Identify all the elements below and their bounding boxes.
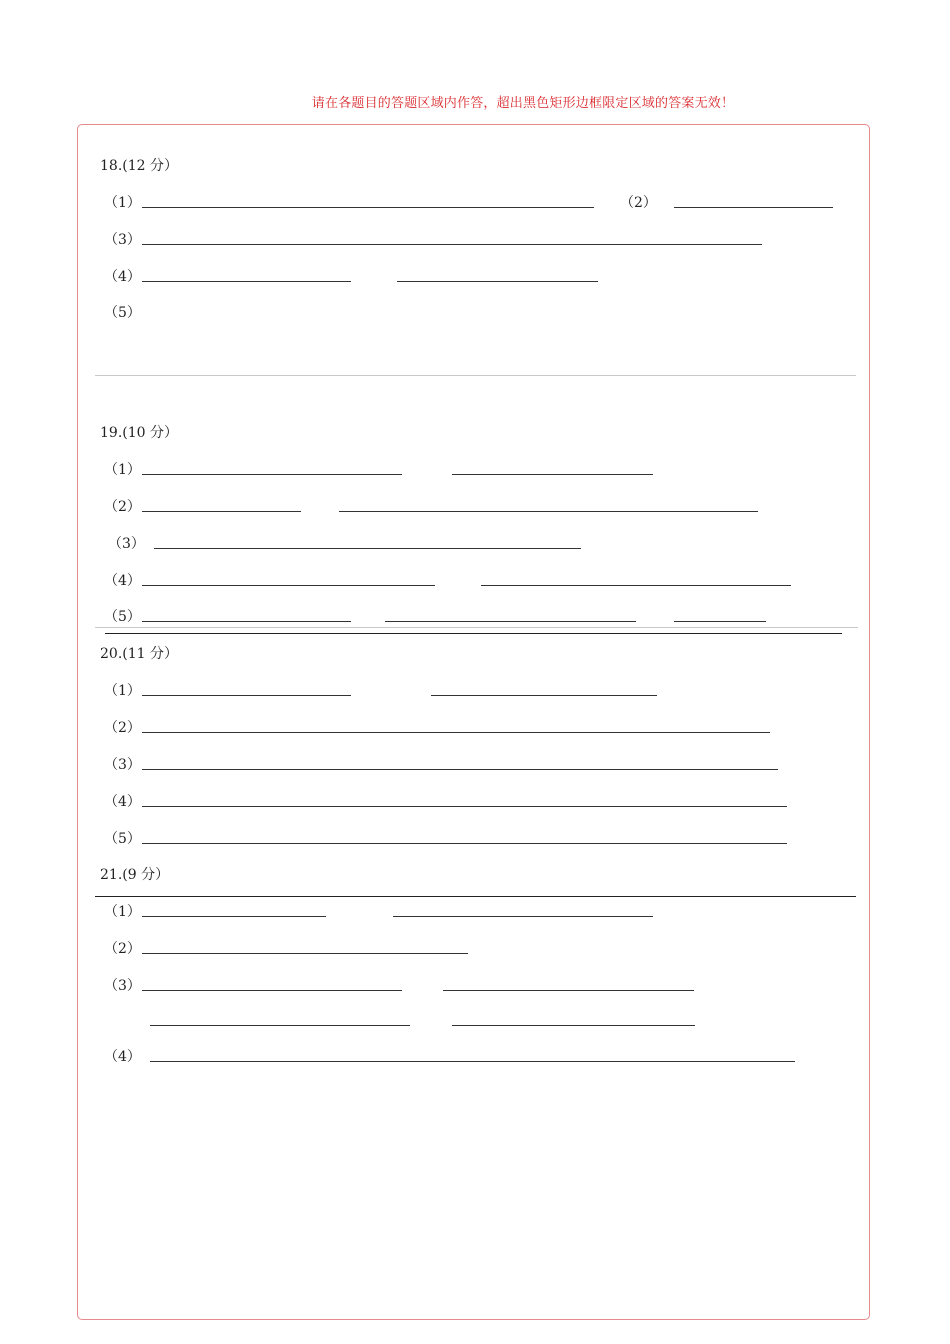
q21-title: 21.(9 分） [100, 867, 170, 883]
q19-answer-2b[interactable] [339, 511, 758, 512]
q18-label-4: （4） [104, 269, 141, 285]
q20-label-4: （4） [104, 794, 141, 810]
q21-answer-3b[interactable] [443, 990, 694, 991]
q21-answer-3a[interactable] [142, 990, 402, 991]
answer-area-notice: 请在各题目的答题区域内作答，超出黑色矩形边框限定区域的答案无效！ [311, 96, 735, 111]
q20-label-5: （5） [104, 831, 141, 847]
q20-label-1: （1） [104, 683, 141, 699]
q19-answer-5b[interactable] [385, 621, 636, 622]
q21-answer-1a[interactable] [142, 916, 326, 917]
q18-answer-4b[interactable] [397, 281, 598, 282]
q18-answer-1[interactable] [142, 207, 594, 208]
q21-label-4: （4） [104, 1049, 141, 1065]
q21-divider [95, 896, 856, 897]
q19-divider-dark [105, 633, 842, 634]
q19-answer-4b[interactable] [481, 585, 791, 586]
q21-answer-2[interactable] [142, 953, 468, 954]
q19-label-1: （1） [104, 462, 141, 478]
q18-label-5: （5） [104, 305, 141, 321]
q18-label-2: （2） [620, 195, 657, 211]
q19-title: 19.(10 分） [100, 425, 178, 441]
q19-answer-1a[interactable] [142, 474, 402, 475]
q20-answer-3[interactable] [142, 769, 778, 770]
q21-label-3: （3） [104, 978, 141, 994]
q18-answer-4a[interactable] [142, 281, 351, 282]
q19-answer-2a[interactable] [142, 511, 301, 512]
q20-title: 20.(11 分） [100, 646, 178, 662]
q18-title: 18.(12 分） [100, 158, 178, 174]
answer-frame [77, 124, 870, 1320]
q21-answer-4[interactable] [150, 1061, 795, 1062]
q19-answer-4a[interactable] [142, 585, 435, 586]
q20-answer-1b[interactable] [431, 695, 657, 696]
q20-label-3: （3） [104, 757, 141, 773]
q19-label-2: （2） [104, 499, 141, 515]
q19-label-4: （4） [104, 573, 141, 589]
q20-label-2: （2） [104, 720, 141, 736]
q18-answer-3[interactable] [142, 244, 762, 245]
q18-label-1: （1） [104, 195, 141, 211]
q21-answer-3d[interactable] [452, 1025, 695, 1026]
q19-label-3: （3） [108, 536, 145, 552]
q19-label-5: （5） [104, 609, 141, 625]
q19-answer-3[interactable] [154, 548, 581, 549]
q19-answer-1b[interactable] [452, 474, 653, 475]
q19-answer-5a[interactable] [142, 621, 351, 622]
q18-divider [95, 375, 856, 376]
q20-answer-5[interactable] [142, 843, 787, 844]
q20-answer-2[interactable] [142, 732, 770, 733]
q19-divider-light [95, 627, 858, 628]
q21-answer-3c[interactable] [150, 1025, 410, 1026]
q20-answer-1a[interactable] [142, 695, 351, 696]
q18-answer-2[interactable] [674, 207, 833, 208]
q18-label-3: （3） [104, 232, 141, 248]
q21-label-2: （2） [104, 941, 141, 957]
q21-answer-1b[interactable] [393, 916, 653, 917]
q21-label-1: （1） [104, 904, 141, 920]
q19-answer-5c[interactable] [674, 621, 766, 622]
q20-answer-4[interactable] [142, 806, 787, 807]
